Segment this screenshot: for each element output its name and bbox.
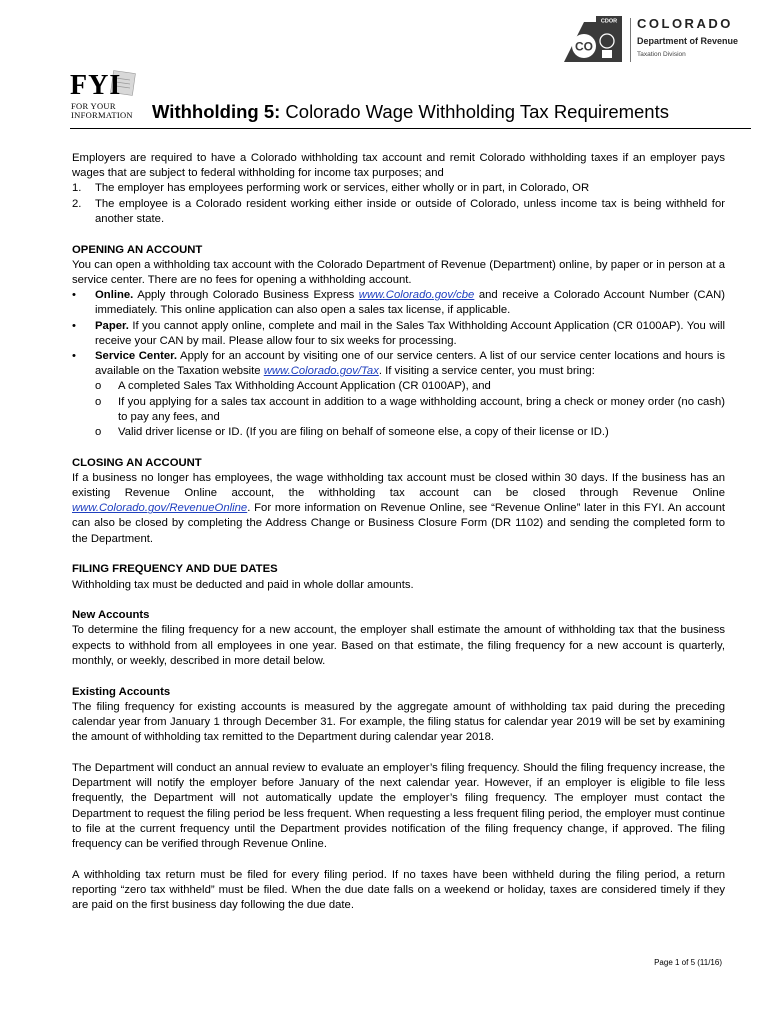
existing-accounts-heading: Existing Accounts [72,685,171,698]
paper-label: Paper. [95,319,129,332]
list-marker: 1. [72,182,82,195]
online-text-a: Apply through Colorado Business Express [137,289,355,302]
cbe-link[interactable]: www.Colorado.gov/cbe [358,289,475,302]
page-title [152,101,669,123]
new-accounts-text: To determine the filing frequency for a new account, the employer shall estimate the amount of withholding tax that the business expects to withhold from all employees in one year. Based on that estimate, the filing frequency for a new account is quarterly, monthly, or weekly, described in more detail below. [72,624,725,667]
sub-list-item [95,379,725,394]
title-bold: Withholding 5: [152,101,281,122]
cdor-emblem-icon [560,16,626,64]
document-body [72,151,725,913]
center-text-b: . If visiting a service center, you must bring: [378,365,595,378]
intro-text: Employers are required to have a Colorado withholding tax account and remit Colorado withholding taxes if an employer pays wages that are subject to federal withholding for income tax purposes; and [72,152,725,180]
logo-colorado: COLORADO [637,16,733,31]
title-rule [70,128,751,129]
colorado-dor-logo [560,16,760,64]
logo-division: Taxation Division [637,51,686,58]
closing-text-b: . For more information on Revenue Online, see “Revenue Online” later in this FYI. An account can also be closed by completing the Address Change or Business Closure Form (DR 1102) and sending the completed form to the Department. [72,502,725,545]
list-text: The employee is a Colorado resident working either inside or outside of Colorado, unless income tax is being withheld for another state. [95,197,725,225]
list-item-online [72,288,725,318]
closing-text [72,471,725,547]
opening-list [72,288,725,440]
return-text: A withholding tax return must be filed for every filing period. If no taxes have been withheld during the filing period, a return reporting “zero tax withheld” must be filed. When the due date falls on a weekend or holiday, taxes are considered timely if they are paid on the first business day following the due date. [72,868,725,912]
center-label: Service Center. [95,349,178,362]
list-item-paper [72,319,725,349]
opening-text: You can open a withholding tax account with the Colorado Department of Revenue (Department) online, by paper or in person at a service center. There are no fees for opening a withholding account. [72,258,725,286]
online-text-b: and receive a Colorado Account Number (CAN) immediately. This online application can also open a sales tax license, if applicable. [95,289,726,317]
tax-link[interactable]: www.Colorado.gov/Tax [263,365,379,378]
sub-list-item [95,395,725,425]
sub-item-text: If you applying for a sales tax account in addition to a wage withholding account, bring a check or money order (no cash) to pay any fees, and [118,395,725,423]
intro-list [72,181,725,227]
fyi-line2: INFORMATION [71,110,133,120]
fyi-logo [70,70,138,127]
sub-marker: o [95,380,102,393]
fyi-line1: FOR YOUR [71,101,116,111]
filing-text: Withholding tax must be deducted and paid in whole dollar amounts. [72,578,414,591]
review-text: The Department will conduct an annual review to evaluate an employer’s filing frequency. Should the filing frequency increase, the Department will notify the employer before January of the next calendar year. However, if an employer is eligible to file less frequently, the Department will not automatically update the employer’s filing frequency. The employer must contact the Department to request the filing period be less frequent. When requesting a less frequent filing period, the employer must continue to file at the current frequency until the Department provides notification of the filing frequency change, if approved. The filing frequency can be verified through Revenue Online. [72,761,725,850]
logo-state: CO [575,39,593,54]
sub-item-text: A completed Sales Tax Withholding Account Application (CR 0100AP), and [118,380,491,393]
title-rest: Colorado Wage Withholding Tax Requirements [285,101,669,122]
list-text: The employer has employees performing work or services, either wholly or in part, in Colorado, OR [95,182,590,195]
bullet: • [72,349,76,362]
list-item-service-center [72,349,725,440]
sub-marker: o [95,395,102,408]
sub-item-text: Valid driver license or ID. (If you are filing on behalf of someone else, a copy of their license or ID.) [118,425,609,438]
filing-heading: FILING FREQUENCY AND DUE DATES [72,563,278,576]
paper-text: If you cannot apply online, complete and mail in the Sales Tax Withholding Account Application (CR 0100AP). You will receive your CAN by mail. Please allow four to six weeks for processing. [95,319,726,347]
list-item [72,181,725,196]
list-item [72,197,725,227]
closing-text-a: If a business no longer has employees, the wage withholding tax account must be closed within 30 days. If the business has an existing Revenue Online account, the withholding tax account can be closed through Revenue Online [72,471,725,500]
logo-department: Department of Revenue [637,36,739,46]
page-number: Page 1 of 5 (11/16) [654,958,722,967]
center-text-a: Apply for an account by visiting one of our service centers. A list of our service center locations and hours is available on the Taxation website [95,349,726,378]
logo-badge: CDOR [600,18,618,25]
logo-divider [630,18,631,62]
service-center-sublist [95,379,725,440]
sub-marker: o [95,425,102,438]
bullet: • [72,319,76,332]
opening-heading: OPENING AN ACCOUNT [72,243,203,256]
online-label: Online. [95,289,134,302]
existing-accounts-text: The filing frequency for existing accounts is measured by the aggregate amount of withholding tax paid during the preceding calendar year from January 1 through December 31. For example, the filing status for calendar year 2019 will be set by examining the amount of withholding tax remitted to the Department during calendar year 2018. [72,700,725,744]
closing-heading: CLOSING AN ACCOUNT [72,456,202,469]
bullet: • [72,289,76,302]
revenue-online-link[interactable]: www.Colorado.gov/RevenueOnline [72,502,248,515]
list-marker: 2. [72,197,82,210]
new-accounts-heading: New Accounts [72,609,150,622]
sub-list-item [95,425,725,440]
fyi-main: FYI [70,70,122,101]
